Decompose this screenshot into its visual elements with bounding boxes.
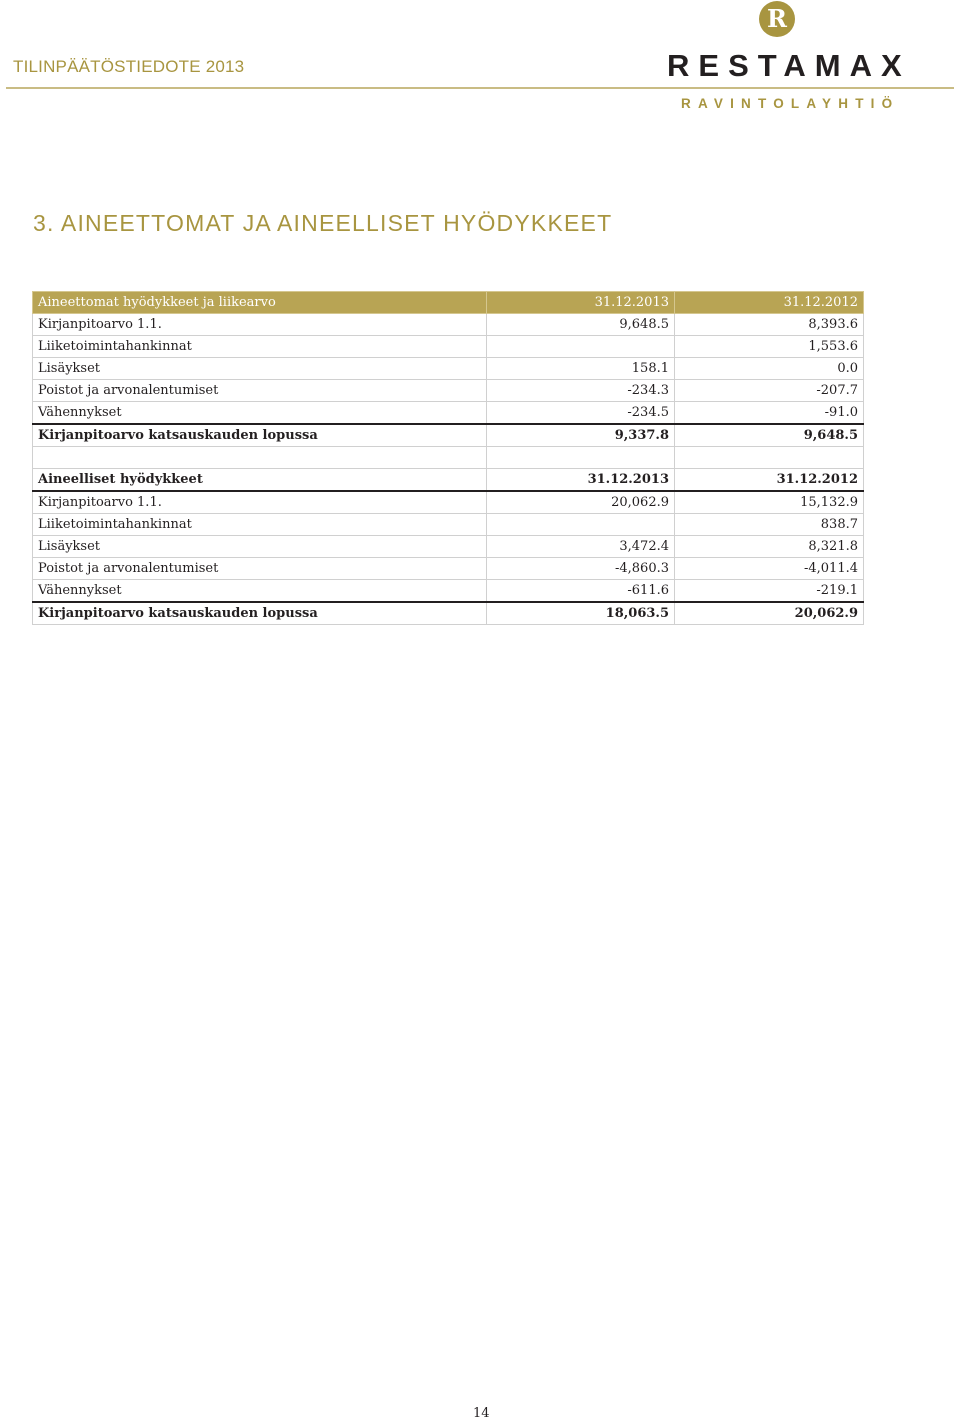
total-value-2012: 9,648.5 xyxy=(675,424,864,447)
table-row xyxy=(33,358,864,380)
document-title: TILINPÄÄTÖSTIEDOTE 2013 xyxy=(13,57,245,76)
row-value-2013: -234.3 xyxy=(487,380,675,402)
row-value-2013: -4,860.3 xyxy=(487,558,675,580)
row-value-2013: 20,062.9 xyxy=(487,491,675,514)
logo-tagline: RAVINTOLAYHTIÖ xyxy=(681,96,900,111)
table-row xyxy=(33,558,864,580)
header-cell-label: Aineettomat hyödykkeet ja liikearvo xyxy=(33,292,487,314)
row-label: Vähennykset xyxy=(33,402,487,425)
table-row xyxy=(33,380,864,402)
subheader-cell-label: Aineelliset hyödykkeet xyxy=(33,469,487,492)
subheader-cell-2013: 31.12.2013 xyxy=(487,469,675,492)
row-value-2012: -207.7 xyxy=(675,380,864,402)
restamax-logo-icon xyxy=(758,0,796,38)
table-row xyxy=(33,580,864,603)
row-label: Liiketoimintahankinnat xyxy=(33,336,487,358)
row-value-2012: 8,321.8 xyxy=(675,536,864,558)
section-title: 3. AINEETTOMAT JA AINEELLISET HYÖDYKKEET xyxy=(33,210,613,236)
table-total-row xyxy=(33,602,864,625)
row-value-2013: -611.6 xyxy=(487,580,675,603)
header-cell-2013: 31.12.2013 xyxy=(487,292,675,314)
svg-text:R: R xyxy=(767,4,787,33)
row-value-2013 xyxy=(487,514,675,536)
row-value-2012: -4,011.4 xyxy=(675,558,864,580)
row-value-2013: 158.1 xyxy=(487,358,675,380)
row-value-2012: 0.0 xyxy=(675,358,864,380)
table-row xyxy=(33,536,864,558)
assets-table xyxy=(32,291,864,625)
row-label: Vähennykset xyxy=(33,580,487,603)
row-value-2012: 838.7 xyxy=(675,514,864,536)
row-value-2012: 15,132.9 xyxy=(675,491,864,514)
table-row xyxy=(33,514,864,536)
row-label: Kirjanpitoarvo 1.1. xyxy=(33,314,487,336)
total-value-2013: 18,063.5 xyxy=(487,602,675,625)
row-label: Poistot ja arvonalentumiset xyxy=(33,558,487,580)
total-label: Kirjanpitoarvo katsauskauden lopussa xyxy=(33,424,487,447)
row-value-2013: 9,648.5 xyxy=(487,314,675,336)
table-row xyxy=(33,402,864,425)
table-row xyxy=(33,491,864,514)
table-row xyxy=(33,336,864,358)
table-subheader-row xyxy=(33,469,864,492)
row-label: Kirjanpitoarvo 1.1. xyxy=(33,491,487,514)
row-value-2012: 8,393.6 xyxy=(675,314,864,336)
row-label: Lisäykset xyxy=(33,358,487,380)
total-label: Kirjanpitoarvo katsauskauden lopussa xyxy=(33,602,487,625)
row-value-2013: 3,472.4 xyxy=(487,536,675,558)
subheader-cell-2012: 31.12.2012 xyxy=(675,469,864,492)
page-number: 14 xyxy=(473,1406,490,1421)
header-divider xyxy=(6,87,954,89)
table-total-row xyxy=(33,424,864,447)
table-row xyxy=(33,314,864,336)
row-value-2012: -219.1 xyxy=(675,580,864,603)
row-value-2013 xyxy=(487,336,675,358)
row-value-2013: -234.5 xyxy=(487,402,675,425)
total-value-2013: 9,337.8 xyxy=(487,424,675,447)
row-value-2012: 1,553.6 xyxy=(675,336,864,358)
table-spacer-row xyxy=(33,447,864,469)
row-value-2012: -91.0 xyxy=(675,402,864,425)
total-value-2012: 20,062.9 xyxy=(675,602,864,625)
row-label: Poistot ja arvonalentumiset xyxy=(33,380,487,402)
table-header-row xyxy=(33,292,864,314)
logo-wordmark: RESTAMAX xyxy=(667,48,911,83)
row-label: Liiketoimintahankinnat xyxy=(33,514,487,536)
row-label: Lisäykset xyxy=(33,536,487,558)
header-cell-2012: 31.12.2012 xyxy=(675,292,864,314)
